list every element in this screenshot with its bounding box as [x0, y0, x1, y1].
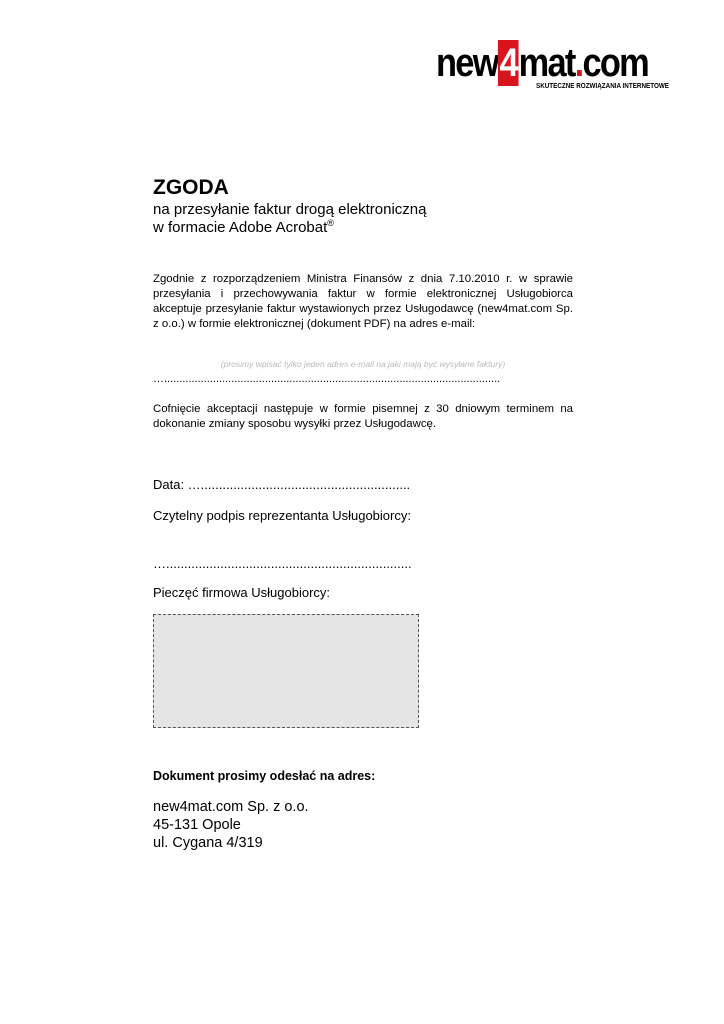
email-hint: (prosimy wpisać tylko jeden adres e-mail na jaki mają być wysyłane faktury) — [220, 359, 506, 369]
logo-suffix: mat — [518, 41, 575, 85]
logo-tagline: SKUTECZNE ROZWIĄZANIA INTERNETOWE — [536, 83, 670, 90]
revocation-paragraph: Cofnięcie akceptacji następuje w formie pisemnej z 30 dniowym terminem na dokonanie zmiany sposobu wysyłki przez Usługodawcę. — [153, 403, 573, 430]
signature-label: Czytelny podpis reprezentanta Usługobiorcy: — [153, 508, 411, 523]
address-line-city: 45-131 Opole — [153, 817, 241, 833]
address-line-company: new4mat.com Sp. z o.o. — [153, 799, 309, 815]
registered-mark: ® — [327, 218, 334, 228]
send-address-heading: Dokument prosimy odesłać na adres: — [153, 769, 376, 783]
subtitle-line-2 — [153, 219, 427, 237]
logo-digit: 4 — [499, 41, 517, 85]
company-logo — [436, 40, 684, 98]
date-field[interactable]: Data: ….......................................................... — [153, 477, 411, 492]
logo-wordmark — [436, 40, 648, 86]
consent-paragraph: Zgodnie z rozporządzeniem Ministra Finansów z dnia 7.10.2010 r. w sprawie przesyłania i przechowywania faktur w formie elektronicznej Usługobiorca akceptuje przesyłanie faktur wystawionych przez Usługodawcę (new4mat.com Sp. z o.o.) w formie elektronicznej (dokument PDF) na adres e-mail: — [153, 273, 573, 330]
stamp-box[interactable] — [153, 614, 419, 728]
logo-prefix: new — [436, 41, 498, 85]
signature-fill-line[interactable]: ….................................................................... — [153, 556, 412, 571]
document-title: ZGODA — [153, 176, 229, 199]
postal-address — [153, 798, 309, 852]
logo-dot: . — [574, 41, 583, 85]
stamp-label: Pieczęć firmowa Usługobiorcy: — [153, 585, 331, 600]
subtitle-line-1: na przesyłanie faktur drogą elektroniczną — [153, 201, 427, 218]
email-fill-line[interactable]: ….............................................................................................................. — [153, 373, 501, 385]
document-subtitle — [153, 201, 427, 237]
address-line-street: ul. Cygana 4/319 — [153, 835, 263, 851]
logo-tld: com — [582, 41, 649, 85]
subtitle-line-2-text: w formacie Adobe Acrobat — [153, 219, 328, 236]
